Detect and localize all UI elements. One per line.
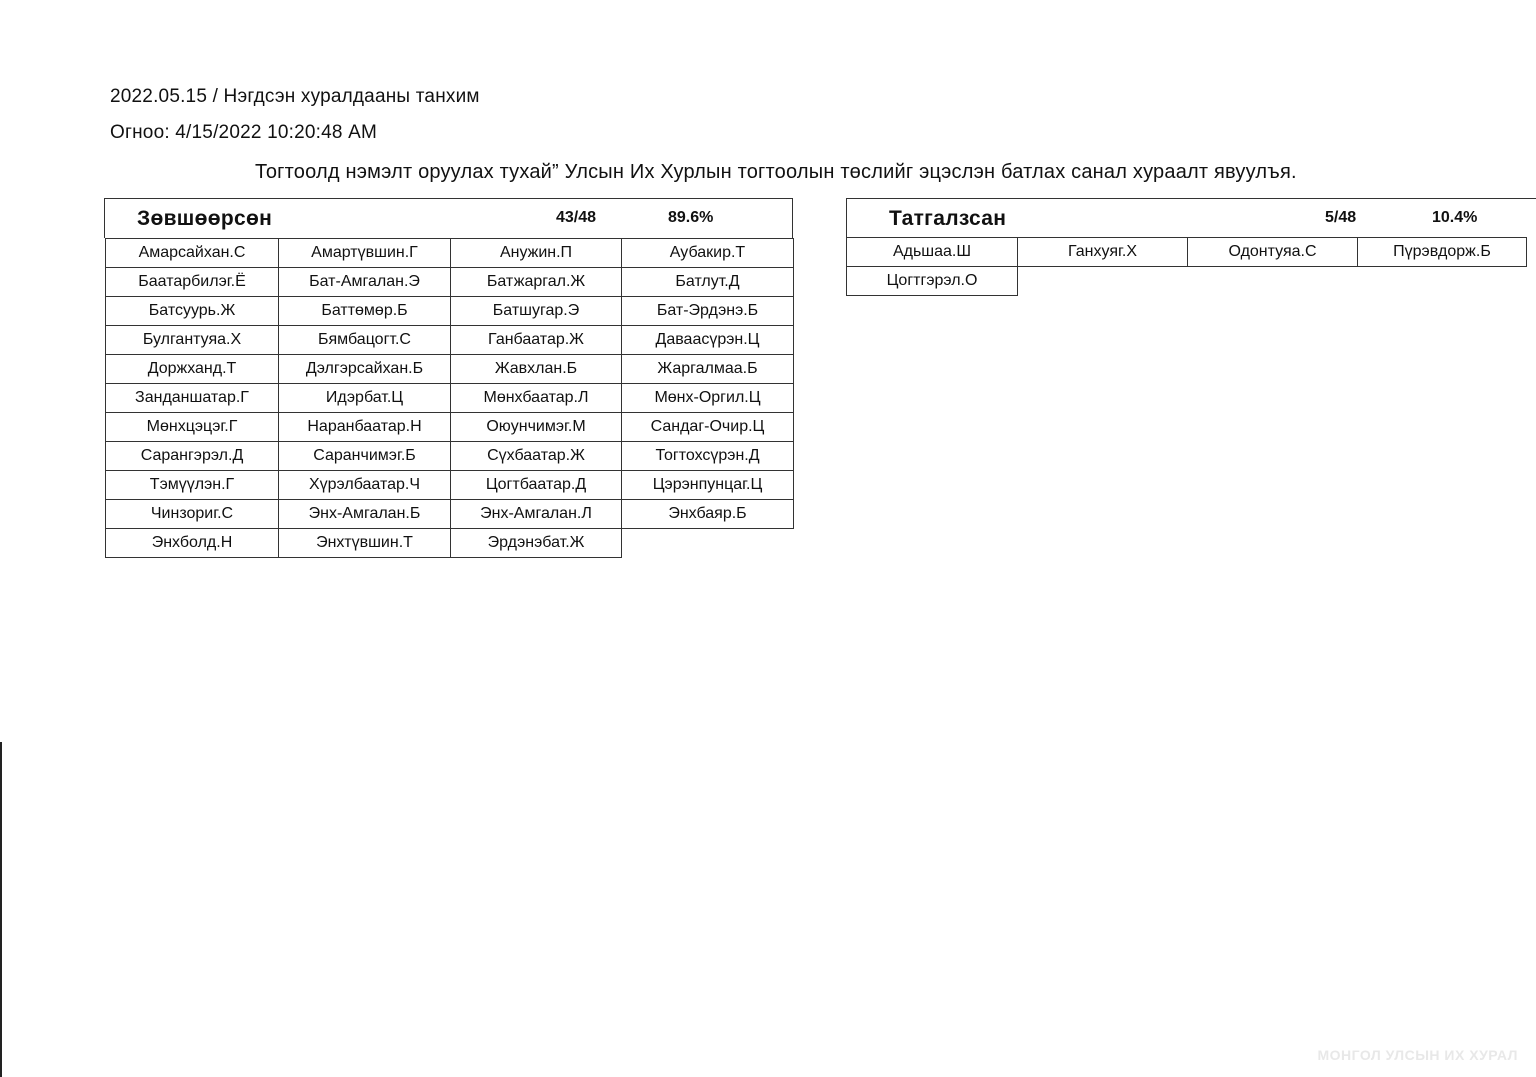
member-name-cell: Хүрэлбаатар.Ч — [279, 471, 451, 500]
member-row — [106, 413, 794, 442]
member-row — [106, 529, 794, 558]
member-name-cell: Тогтохсүрэн.Д — [622, 442, 794, 471]
member-name-cell: Батшугар.Э — [451, 297, 622, 326]
member-name-cell: Анужин.П — [451, 239, 622, 268]
member-name-cell: Цэрэнпунцаг.Ц — [622, 471, 794, 500]
member-name-cell: Наранбаатар.Н — [279, 413, 451, 442]
member-name-cell: Оюунчимэг.М — [451, 413, 622, 442]
vote-timestamp: Огноо: 4/15/2022 10:20:48 AM — [110, 122, 378, 143]
member-name-cell: Мөнхбаатар.Л — [451, 384, 622, 413]
member-row — [106, 355, 794, 384]
member-name-cell: Жаргалмаа.Б — [622, 355, 794, 384]
member-name-cell: Чинзориг.С — [106, 500, 279, 529]
member-name-cell: Тэмүүлэн.Г — [106, 471, 279, 500]
member-name-cell: Саранчимэг.Б — [279, 442, 451, 471]
member-name-cell: Одонтуяа.С — [1188, 238, 1358, 267]
member-row — [106, 471, 794, 500]
member-name-cell: Сандаг-Очир.Ц — [622, 413, 794, 442]
member-name-cell: Батсуурь.Ж — [106, 297, 279, 326]
approved-title: Зөвшөөрсөн — [137, 207, 273, 230]
member-name-cell: Булгантуяа.Х — [106, 326, 279, 355]
member-name-cell: Цогтбаатар.Д — [451, 471, 622, 500]
rejected-members-table — [846, 237, 1527, 296]
member-name-cell: Занданшатар.Г — [106, 384, 279, 413]
approved-count: 43/48 — [556, 209, 597, 226]
member-name-cell: Жавхлан.Б — [451, 355, 622, 384]
member-name-cell: Сүхбаатар.Ж — [451, 442, 622, 471]
member-name-cell: Энх-Амгалан.Б — [279, 500, 451, 529]
motion-title: Тогтоолд нэмэлт оруулах тухай” Улсын Их Хурлын тогтоолын төслийг эцэслэн батлах санал хураалт явуулъя. — [255, 161, 1297, 183]
member-name-cell: Батжаргал.Ж — [451, 268, 622, 297]
member-name-cell: Дэлгэрсайхан.Б — [279, 355, 451, 384]
member-name-cell: Мөнхцэцэг.Г — [106, 413, 279, 442]
member-row — [106, 297, 794, 326]
member-name-cell: Батлут.Д — [622, 268, 794, 297]
member-name-cell: Мөнх-Оргил.Ц — [622, 384, 794, 413]
empty-cell — [1358, 267, 1527, 296]
empty-cell — [1018, 267, 1188, 296]
member-name-cell: Доржханд.Т — [106, 355, 279, 384]
approved-members-table — [105, 238, 794, 558]
member-row — [847, 267, 1527, 296]
empty-cell — [622, 529, 794, 558]
member-name-cell: Энхболд.Н — [106, 529, 279, 558]
member-name-cell: Энх-Амгалан.Л — [451, 500, 622, 529]
rejected-header — [846, 198, 1536, 238]
member-name-cell: Амарсайхан.С — [106, 239, 279, 268]
member-name-cell: Цогтгэрэл.О — [847, 267, 1018, 296]
member-name-cell: Идэрбат.Ц — [279, 384, 451, 413]
approved-percent: 89.6% — [668, 209, 714, 226]
member-row — [106, 239, 794, 268]
member-name-cell: Баатарбилэг.Ё — [106, 268, 279, 297]
rejected-title: Татгалзсан — [889, 207, 1007, 230]
member-name-cell: Баттөмөр.Б — [279, 297, 451, 326]
approved-header — [104, 198, 793, 238]
member-name-cell: Эрдэнэбат.Ж — [451, 529, 622, 558]
date-location: 2022.05.15 / Нэгдсэн хуралдааны танхим — [110, 86, 480, 107]
watermark: МОНГОЛ УЛСЫН ИХ ХУРАЛ — [1317, 1047, 1518, 1063]
rejected-percent: 10.4% — [1432, 209, 1478, 226]
member-row — [106, 384, 794, 413]
member-name-cell: Бат-Эрдэнэ.Б — [622, 297, 794, 326]
member-name-cell: Даваасүрэн.Ц — [622, 326, 794, 355]
scan-edge-mark — [0, 742, 2, 1077]
member-name-cell: Сарангэрэл.Д — [106, 442, 279, 471]
member-name-cell: Пүрэвдорж.Б — [1358, 238, 1527, 267]
member-name-cell: Адьшаа.Ш — [847, 238, 1018, 267]
member-row — [847, 238, 1527, 267]
empty-cell — [1188, 267, 1358, 296]
member-name-cell: Бат-Амгалан.Э — [279, 268, 451, 297]
member-name-cell: Энхтүвшин.Т — [279, 529, 451, 558]
member-name-cell: Ганбаатар.Ж — [451, 326, 622, 355]
member-name-cell: Аубакир.Т — [622, 239, 794, 268]
member-name-cell: Амартүвшин.Г — [279, 239, 451, 268]
member-row — [106, 442, 794, 471]
member-row — [106, 326, 794, 355]
member-name-cell: Ганхуяг.Х — [1018, 238, 1188, 267]
member-row — [106, 500, 794, 529]
member-name-cell: Бямбацогт.С — [279, 326, 451, 355]
member-row — [106, 268, 794, 297]
member-name-cell: Энхбаяр.Б — [622, 500, 794, 529]
rejected-count: 5/48 — [1325, 209, 1357, 226]
